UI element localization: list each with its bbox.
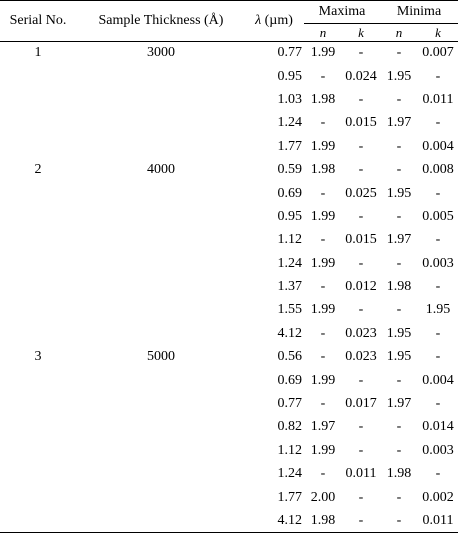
maxima-k-cell: - [358, 372, 364, 388]
maxima-k-cell: - [358, 442, 364, 458]
maxima-n-cell: 1.99 [310, 208, 336, 224]
table-row [0, 182, 458, 205]
maxima-k-cell: - [358, 489, 364, 505]
minima-k-cell: - [435, 115, 441, 131]
minima-k-cell: 0.005 [422, 208, 454, 224]
lambda-cell: 1.12 [277, 442, 302, 458]
header-thickness: Sample Thickness (Å) [98, 13, 224, 28]
maxima-n-cell: 1.99 [310, 372, 336, 388]
maxima-k-cell: 0.015 [345, 115, 377, 131]
minima-k-cell: 0.002 [422, 489, 454, 505]
thickness-cell [76, 509, 246, 532]
maxima-k-cell: 0.024 [345, 68, 377, 84]
minima-k-cell: - [435, 396, 441, 412]
minima-k-cell: 0.011 [422, 91, 454, 107]
lambda-cell: 0.77 [277, 396, 302, 412]
header-max-n: n [319, 25, 327, 40]
thickness-cell [76, 392, 246, 415]
lambda-cell: 4.12 [277, 325, 302, 341]
thickness-cell [76, 463, 246, 486]
maxima-n-cell: 1.98 [310, 512, 336, 528]
maxima-n-cell: 1.98 [310, 91, 336, 107]
maxima-n-cell: - [320, 68, 326, 84]
table-row [0, 392, 458, 415]
serial-cell: 1 [34, 45, 42, 61]
maxima-k-cell: 0.023 [345, 349, 377, 365]
minima-k-cell: 0.007 [422, 45, 454, 61]
serial-cell [0, 112, 76, 135]
serial-cell [0, 65, 76, 88]
minima-k-cell: - [435, 325, 441, 341]
maxima-n-cell: - [320, 232, 326, 248]
serial-cell [0, 205, 76, 228]
maxima-n-cell: - [320, 349, 326, 365]
maxima-k-cell: - [358, 138, 364, 154]
minima-n-cell: 1.97 [386, 232, 412, 248]
minima-n-cell: - [396, 489, 402, 505]
lambda-cell: 1.24 [277, 255, 302, 271]
header-serial: Serial No. [9, 13, 67, 28]
table-row [0, 88, 458, 111]
minima-n-cell: 1.95 [386, 68, 412, 84]
table-row [0, 229, 458, 252]
thickness-cell [76, 322, 246, 345]
lambda-cell: 0.95 [277, 208, 302, 224]
lambda-cell: 0.69 [277, 185, 302, 201]
minima-k-cell: - [435, 232, 441, 248]
serial-cell [0, 252, 76, 275]
header-maxima: Maxima [304, 1, 380, 24]
maxima-n-cell: - [320, 115, 326, 131]
maxima-k-cell: - [358, 45, 364, 61]
table-row [0, 135, 458, 158]
minima-k-cell: 0.011 [422, 512, 454, 528]
minima-n-cell: 1.98 [386, 466, 412, 482]
serial-cell [0, 392, 76, 415]
maxima-n-cell: 1.98 [310, 162, 336, 178]
maxima-n-cell: 1.99 [310, 442, 336, 458]
serial-cell [0, 509, 76, 532]
lambda-cell: 1.55 [277, 302, 302, 318]
maxima-n-cell: 1.99 [310, 138, 336, 154]
maxima-k-cell: - [358, 512, 364, 528]
minima-n-cell: 1.95 [386, 349, 412, 365]
minima-n-cell: - [396, 45, 402, 61]
lambda-cell: 0.82 [277, 419, 302, 435]
header-max-k: k [358, 25, 364, 40]
minima-n-cell: - [396, 372, 402, 388]
maxima-k-cell: - [358, 91, 364, 107]
minima-n-cell: - [396, 162, 402, 178]
serial-cell [0, 229, 76, 252]
serial-cell [0, 463, 76, 486]
minima-k-cell: - [435, 349, 441, 365]
thickness-cell [76, 112, 246, 135]
serial-cell [0, 182, 76, 205]
serial-cell [0, 88, 76, 111]
maxima-k-cell: 0.025 [345, 185, 377, 201]
lambda-cell: 0.77 [277, 45, 302, 61]
lambda-cell: 1.03 [277, 91, 302, 107]
maxima-n-cell: - [320, 396, 326, 412]
maxima-k-cell: 0.012 [345, 279, 377, 295]
serial-cell [0, 135, 76, 158]
minima-n-cell: - [396, 302, 402, 318]
table-row [0, 158, 458, 181]
serial-cell [0, 299, 76, 322]
table-row [0, 205, 458, 228]
maxima-k-cell: 0.017 [345, 396, 377, 412]
thickness-cell [76, 369, 246, 392]
maxima-k-cell: - [358, 208, 364, 224]
minima-n-cell: - [396, 138, 402, 154]
lambda-cell: 0.69 [277, 372, 302, 388]
table-row [0, 463, 458, 486]
maxima-n-cell: 1.99 [310, 45, 336, 61]
thickness-cell: 4000 [147, 162, 175, 178]
minima-k-cell: 0.003 [422, 255, 454, 271]
maxima-k-cell: 0.023 [345, 325, 377, 341]
thickness-cell [76, 416, 246, 439]
minima-n-cell: 1.95 [386, 185, 412, 201]
serial-cell [0, 322, 76, 345]
maxima-n-cell: - [320, 185, 326, 201]
maxima-k-cell: - [358, 419, 364, 435]
thickness-cell [76, 65, 246, 88]
minima-n-cell: - [396, 512, 402, 528]
maxima-n-cell: 1.99 [310, 302, 336, 318]
maxima-n-cell: - [320, 279, 326, 295]
minima-k-cell: 0.004 [422, 372, 454, 388]
thickness-cell [76, 135, 246, 158]
table-body [0, 42, 458, 533]
table-row [0, 416, 458, 439]
minima-n-cell: 1.97 [386, 115, 412, 131]
lambda-cell: 1.77 [277, 138, 302, 154]
minima-k-cell: 0.014 [422, 419, 454, 435]
serial-cell [0, 486, 76, 509]
minima-k-cell: - [435, 466, 441, 482]
header-minima: Minima [380, 1, 458, 24]
header-lambda [246, 1, 304, 42]
serial-cell [0, 439, 76, 462]
minima-k-cell: 0.008 [422, 162, 454, 178]
serial-cell [0, 369, 76, 392]
minima-n-cell: - [396, 255, 402, 271]
minima-k-cell: 0.004 [422, 138, 454, 154]
thickness-cell [76, 88, 246, 111]
thickness-cell [76, 486, 246, 509]
thickness-cell: 5000 [147, 349, 175, 365]
table-row [0, 439, 458, 462]
thickness-cell [76, 229, 246, 252]
thickness-cell [76, 299, 246, 322]
thickness-cell [76, 439, 246, 462]
thickness-cell [76, 182, 246, 205]
table-row [0, 509, 458, 532]
table-row [0, 486, 458, 509]
lambda-cell: 0.95 [277, 68, 302, 84]
table-row [0, 299, 458, 322]
serial-cell: 2 [34, 162, 42, 178]
lambda-cell: 0.56 [277, 349, 302, 365]
header-min-k: k [435, 25, 441, 40]
minima-n-cell: - [396, 91, 402, 107]
thickness-cell [76, 205, 246, 228]
lambda-cell: 1.24 [277, 466, 302, 482]
table-row [0, 275, 458, 298]
thickness-cell [76, 275, 246, 298]
serial-cell [0, 416, 76, 439]
minima-k-cell: - [435, 68, 441, 84]
maxima-k-cell: 0.011 [345, 466, 377, 482]
minima-n-cell: 1.95 [386, 325, 412, 341]
thickness-cell: 3000 [147, 45, 175, 61]
table-row [0, 112, 458, 135]
maxima-n-cell: 1.97 [310, 419, 336, 435]
header-row [0, 1, 458, 24]
table-row [0, 65, 458, 88]
table-row [0, 252, 458, 275]
table-row [0, 42, 458, 65]
minima-n-cell: - [396, 442, 402, 458]
lambda-cell: 1.37 [277, 279, 302, 295]
minima-n-cell: - [396, 208, 402, 224]
serial-cell [0, 275, 76, 298]
lambda-cell: 4.12 [277, 512, 302, 528]
thickness-cell [76, 252, 246, 275]
header-lambda-unit: (µm) [264, 13, 293, 28]
maxima-k-cell: - [358, 255, 364, 271]
lambda-cell: 1.77 [277, 489, 302, 505]
maxima-k-cell: - [358, 162, 364, 178]
minima-k-cell: - [435, 279, 441, 295]
minima-k-cell: - [435, 185, 441, 201]
maxima-n-cell: - [320, 325, 326, 341]
maxima-n-cell: 2.00 [310, 489, 336, 505]
table-row [0, 369, 458, 392]
minima-n-cell: 1.97 [386, 396, 412, 412]
table-row [0, 346, 458, 369]
lambda-symbol: λ [255, 13, 262, 28]
serial-cell: 3 [34, 349, 42, 365]
maxima-k-cell: 0.015 [345, 232, 377, 248]
lambda-cell: 1.24 [277, 115, 302, 131]
minima-k-cell: 1.95 [425, 302, 451, 318]
header-min-n: n [395, 25, 403, 40]
lambda-cell: 0.59 [277, 162, 302, 178]
maxima-k-cell: - [358, 302, 364, 318]
table-row [0, 322, 458, 345]
maxima-n-cell: - [320, 466, 326, 482]
maxima-n-cell: 1.99 [310, 255, 336, 271]
minima-k-cell: 0.003 [422, 442, 454, 458]
lambda-cell: 1.12 [277, 232, 302, 248]
minima-n-cell: 1.98 [386, 279, 412, 295]
minima-n-cell: - [396, 419, 402, 435]
